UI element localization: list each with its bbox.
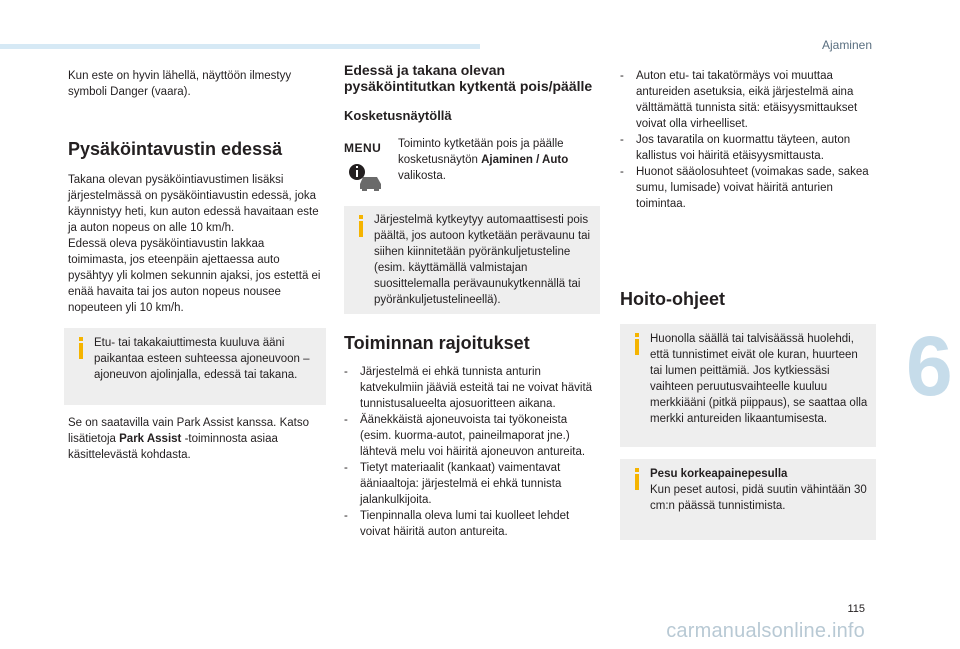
page-number: 115 (847, 603, 865, 615)
section-title: Ajaminen (821, 38, 872, 52)
note-text: Kun peset autosi, pidä suutin vähintään 30 cm:n päässä tunnistimista. (650, 484, 867, 512)
info-note-pressure-washer (620, 459, 876, 540)
menu-text-suffix: valikosta. (398, 170, 446, 182)
info-icon (632, 468, 642, 490)
list-item: - Tienpinnalla oleva lumi tai kuolleet lehdet voivat häiritä auton antureita. (344, 508, 600, 540)
menu-text-prefix: Toiminto kytketään pois ja päälle kosketusnäytön (398, 138, 564, 166)
menu-instruction-text (398, 136, 598, 184)
list-item: - Äänekkäistä ajoneuvoista tai työkoneista (esim. kuorma-autot, paineilmaporat jne.) lähtevä melu voi häiritä ajoneuvon antureita. (344, 412, 600, 460)
availability-text (68, 415, 326, 463)
note-text: Huonolla säällä tai talvisäässä huolehdi, että tunnistimet eivät ole kuran, huurteen tai lumen peittämiä. Jos kytkiessäsi vaihteen peruutusvaihteelle kuuluu merkkiääni (pitkä piippaus), se saattaa olla merkki antureiden likaantumisesta. (650, 333, 868, 425)
column-1 (68, 68, 326, 463)
list-item: - Tietyt materiaalit (kankaat) vaimentavat ääniaaltoja: järjestelmä ei ehkä tunnista jalankulkijoita. (344, 460, 600, 508)
limits-list-continued (620, 68, 876, 212)
info-note (64, 328, 326, 405)
info-note (344, 206, 600, 314)
list-item: - Jos tavaratila on kuormattu täyteen, auton kallistus voi häiritä etäisyysmittausta. (620, 132, 876, 164)
menu-instruction (344, 136, 600, 194)
subheading-touchscreen: Kosketusnäytöllä (344, 108, 452, 123)
section-heading-limits: Toiminnan rajoitukset (344, 333, 530, 353)
column-3 (620, 68, 876, 540)
limits-list (344, 364, 600, 540)
list-item: - Huonot sääolosuhteet (voimakas sade, sakea sumu, lumisade) voivat häiritä anturien toimintaa. (620, 164, 876, 212)
info-icon (356, 215, 366, 237)
list-item: - Auton etu- tai takatörmäys voi muuttaa antureiden asetuksia, eikä järjestelmä aina välttämättä tunnista sitä: etäisyysmittaukset voivat olla virheelliset. (620, 68, 876, 132)
section-heading-front-assist: Pysäköintavustin edessä (68, 139, 283, 159)
note-text: Järjestelmä kytkeytyy automaattisesti pois päältä, jos autoon kytketään perävaunu tai siihen kiinnitetään pyöränkuljetusteline (esim. käyttämällä valmistajan suosittelemalla perävaunukytkennällä tai pyöränkuljetustelineellä). (374, 214, 591, 306)
car-info-icon (348, 162, 384, 192)
outro-prefix: Se on saatavilla vain Park Assist kanssa. Katso lisätietoja (68, 417, 309, 445)
section-heading-care: Hoito-ohjeet (620, 289, 725, 309)
body-paragraph: Takana olevan pysäköintiavustimen lisäksi järjestelmässä on pysäköintiavustin edessä, joka käynnistyy heti, kun auton edessä havaitaan este ja auton nopeus on alle 10 km/h. (68, 174, 319, 234)
column-2 (344, 62, 600, 540)
note-text: Etu- tai takakaiuttimesta kuuluva ääni paikantaa esteen suhteessa ajoneuvoon – ajoneuvon ajolinjalla, edessä tai takana. (94, 337, 310, 381)
note-title: Pesu korkeapainepesulla (650, 468, 788, 480)
park-assist-ref: Park Assist (119, 433, 182, 445)
watermark: carmanualsonline.info (666, 620, 865, 642)
menu-label: MENU (344, 141, 382, 155)
intro-text: Kun este on hyvin lähellä, näyttöön ilmestyy symboli Danger (vaara). (68, 70, 292, 98)
info-icon (76, 337, 86, 359)
section-heading-toggle: Edessä ja takana olevan pysäköintitutkan kytkentä pois/päälle (344, 62, 593, 94)
info-note (620, 324, 876, 447)
body-paragraph: Edessä oleva pysäköintiavustin lakkaa toimimasta, jos eteenpäin ajettaessa auto pysähtyy yli kolmen sekunnin ajaksi, jos estettä ei enää havaita tai jos auton nopeus nousee nopeuteen yli 10 km/h. (68, 238, 321, 314)
chapter-number: 6 (906, 319, 953, 413)
menu-icons (344, 140, 392, 197)
header-bar (0, 44, 480, 49)
chapter-tab (898, 318, 960, 436)
outro-suffix: -toiminnosta asiaa käsittelevästä kohdasta. (68, 433, 278, 461)
list-item: - Järjestelmä ei ehkä tunnista anturin katvekulmiin jääviä esteitä tai ne voivat hävitä tunnistusalueelta ajosuoritteen aikana. (344, 364, 600, 412)
info-icon (632, 333, 642, 355)
menu-path: Ajaminen / Auto (481, 154, 569, 166)
